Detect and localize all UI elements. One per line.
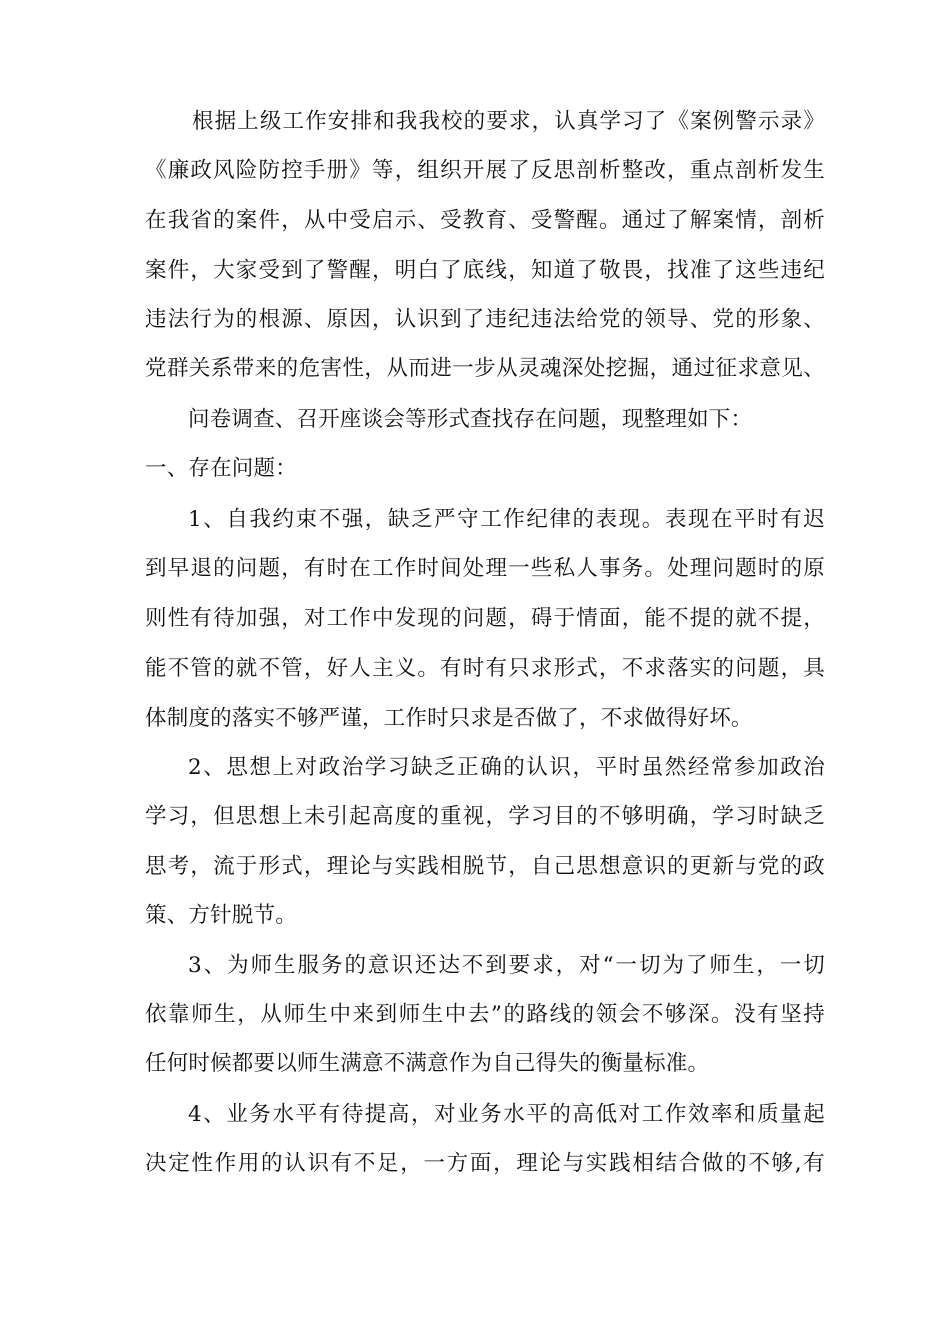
text-line: 根据上级工作安排和我我校的要求，认真学习了《案例警示录》: [192, 109, 825, 134]
text-line: 决定性作用的认识有不足，一方面，理论与实践相结合做的不够,有: [145, 1151, 825, 1176]
text-line: 党群关系带来的危害性，从而进一步从灵魂深处挖掘，通过征求意见、: [145, 356, 825, 381]
text-line: 问卷调查、召开座谈会等形式查找存在问题，现整理如下：: [188, 407, 753, 432]
text-line: 1、自我约束不强，缺乏严守工作纪律的表现。表现在平时有迟: [188, 507, 825, 532]
text-line: 2、思想上对政治学习缺乏正确的认识，平时虽然经常参加政治: [188, 755, 825, 780]
text-line: 策、方针脱节。: [145, 903, 297, 928]
text-line: 《廉政风险防控手册》等，组织开展了反思剖析整改，重点剖析发生: [145, 158, 825, 183]
section-heading: 一、存在问题：: [145, 456, 297, 481]
text-line: 体制度的落实不够严谨，工作时只求是否做了，不求做得好坏。: [145, 706, 753, 731]
text-line: 案件，大家受到了警醒，明白了底线，知道了敬畏，找准了这些违纪: [145, 258, 825, 283]
text-line: 思考，流于形式，理论与实践相脱节，自己思想意识的更新与党的政: [145, 854, 825, 879]
text-line: 任何时候都要以师生满意不满意作为自己得失的衡量标准。: [145, 1051, 710, 1076]
text-line: 学习，但思想上未引起高度的重视，学习目的不够明确，学习时缺乏: [145, 804, 825, 829]
text-line: 4、业务水平有待提高，对业务水平的高低对工作效率和质量起: [188, 1102, 825, 1127]
text-line: 违法行为的根源、原因，认识到了违纪违法给党的领导、党的形象、: [145, 307, 825, 332]
text-line: 到早退的问题，有时在工作时间处理一些私人事务。处理问题时的原: [145, 556, 825, 581]
text-line: 3、为师生服务的意识还达不到要求，对“一切为了师生，一切: [188, 953, 825, 978]
text-line: 能不管的就不管，好人主义。有时有只求形式，不求落实的问题，具: [145, 656, 825, 681]
text-line: 依靠师生，从师生中来到师生中去”的路线的领会不够深。没有坚持: [145, 1002, 825, 1027]
text-line: 则性有待加强，对工作中发现的问题，碍于情面，能不提的就不提，: [145, 606, 825, 631]
text-line: 在我省的案件，从中受启示、受教育、受警醒。通过了解案情，剖析: [145, 208, 825, 233]
